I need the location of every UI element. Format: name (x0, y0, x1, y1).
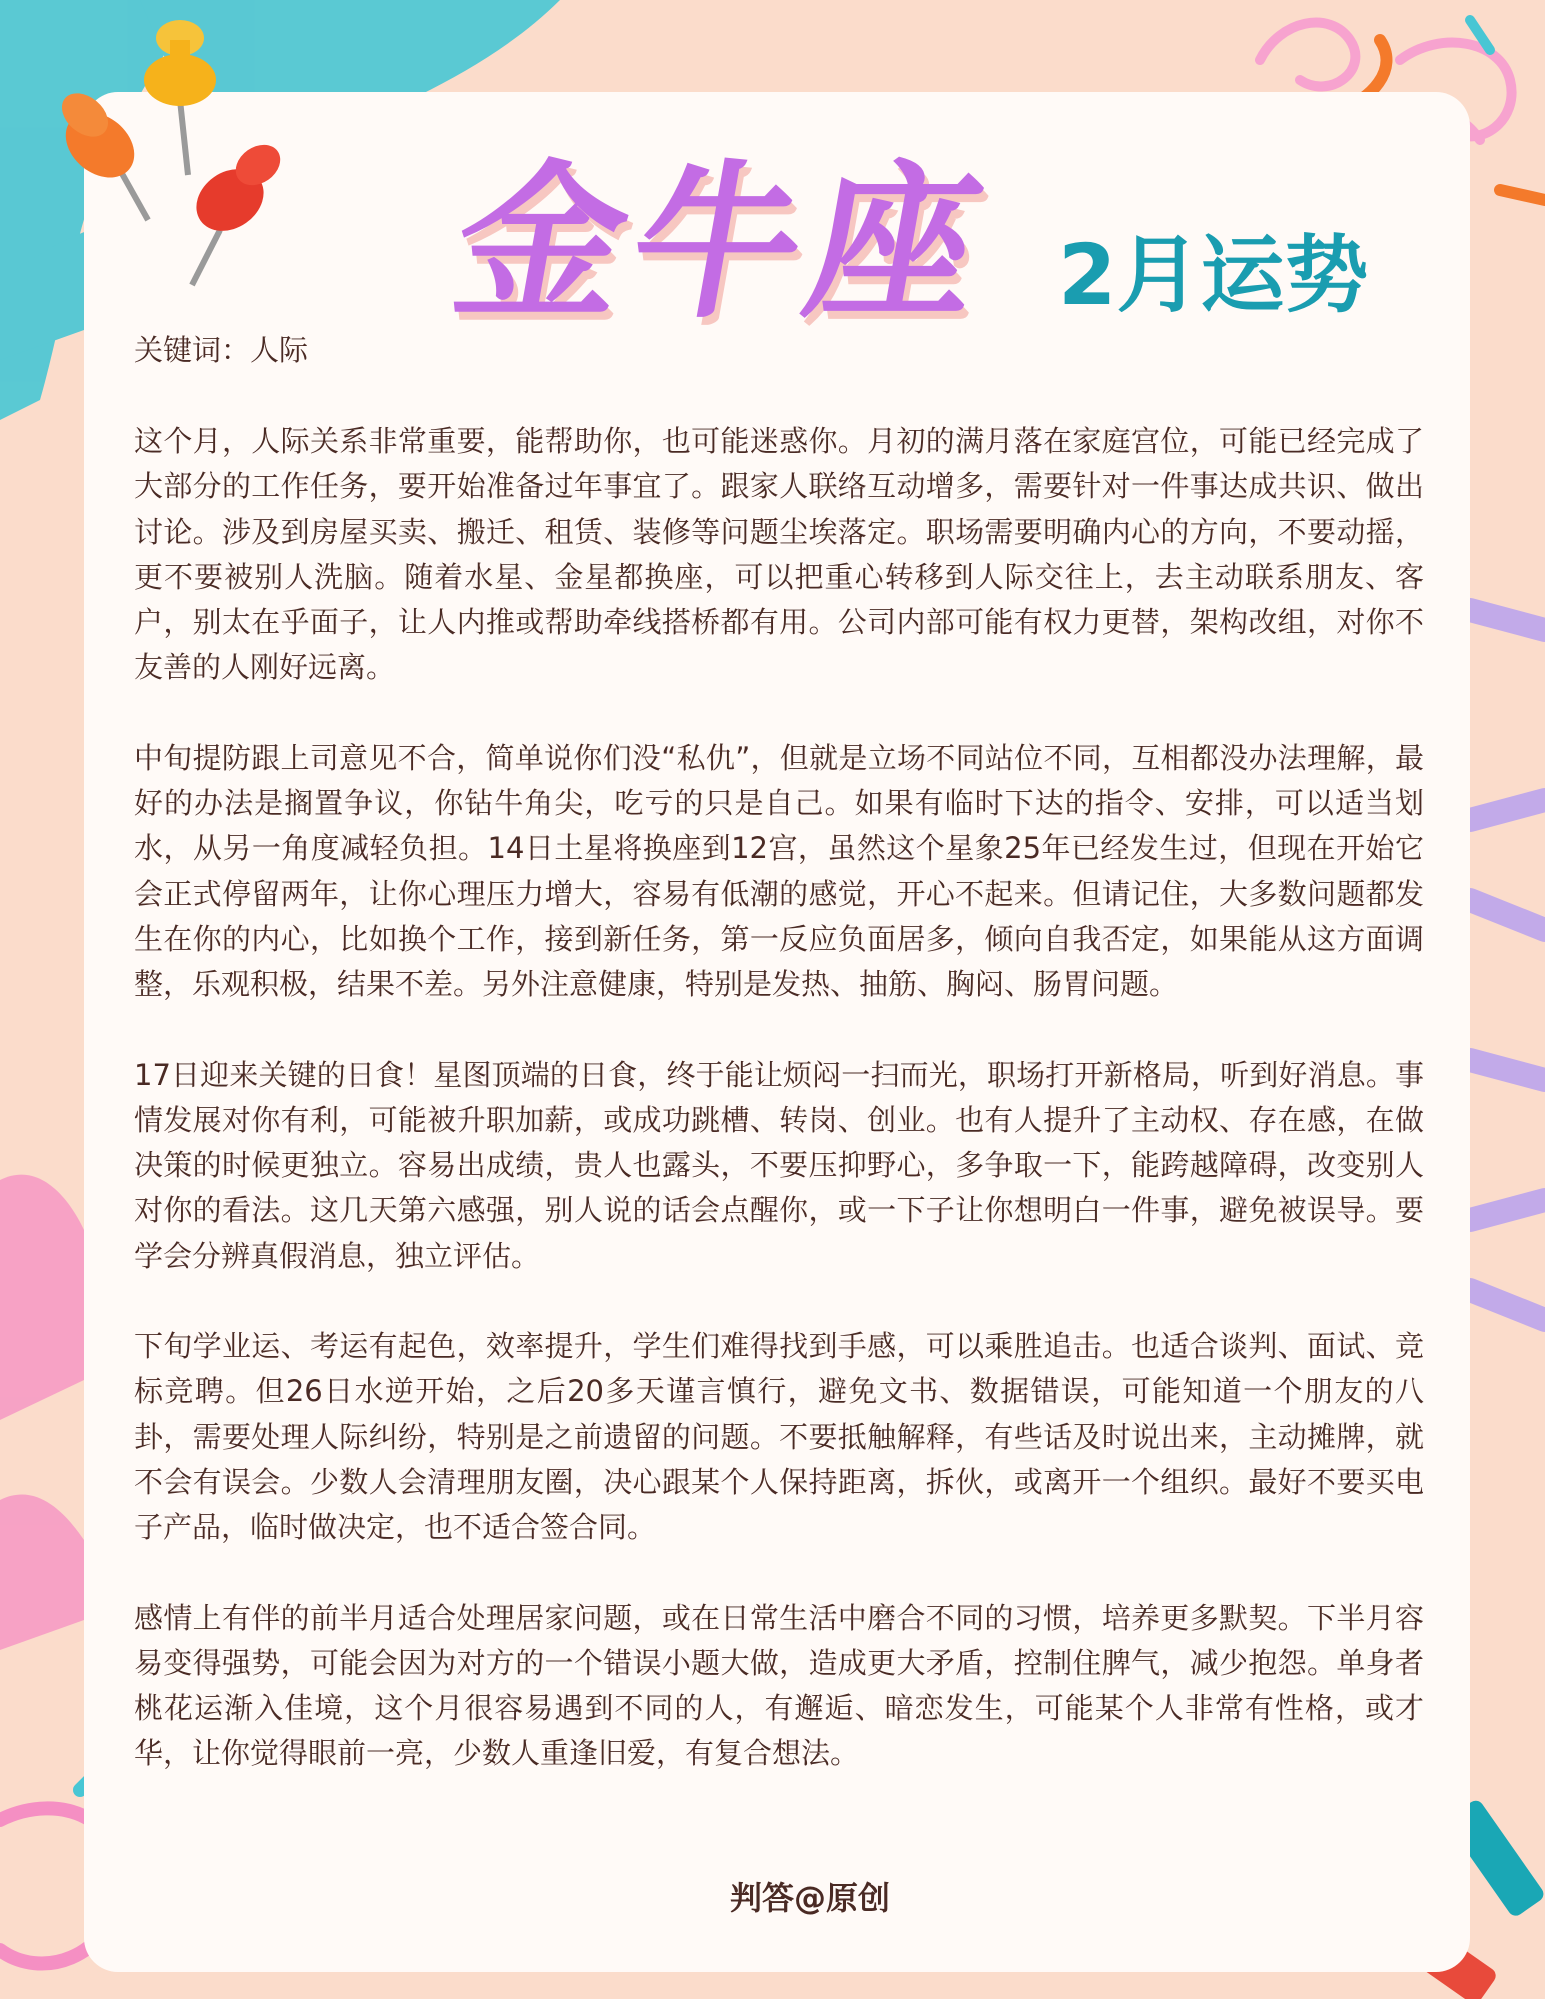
keyword-line: 关键词：人际 (134, 333, 309, 367)
author-signature: 判答@原创 (729, 1879, 890, 1917)
article-body (134, 419, 1424, 1822)
paragraph: 17日迎来关键的日食！星图顶端的日食，终于能让烦闷一扫而光，职场打开新格局，听到好消息。事情发展对你有利，可能被升职加薪，或成功跳槽、转岗、创业。也有人提升了主动权、存在感，在做决策的时候更独立。容易出成绩，贵人也露头，不要压抑野心，多争取一下，能跨越障碍，改变别人对你的看法。这几天第六感强，别人说的话会点醒你，或一下子让你想明白一件事，避免被误导。要学会分辨真假消息，独立评估。 (134, 1057, 1424, 1273)
page-subtitle: 2月运势 (1058, 226, 1369, 324)
pink-brush-left (0, 1175, 84, 1650)
lavender-streaks (1470, 610, 1545, 1320)
paragraph: 中旬提防跟上司意见不合，简单说你们没“私仇”，但就是立场不同站位不同，互相都没办法理解，最好的办法是搁置争议，你钻牛角尖，吃亏的只是自己。如果有临时下达的指令、安排，可以适当划水，从另一角度减轻负担。14日土星将换座到12宫，虽然这个星象25年已经发生过，但现在开始它会正式停留两年，让你心理压力增大，容易有低潮的感觉，开心不起来。但请记住，大多数问题都发生在你的内心，比如换个工作，接到新任务，第一反应负面居多，倾向自我否定，如果能从这方面调整，乐观积极，结果不差。另外注意健康，特别是发热、抽筋、胸闷、肠胃问题。 (134, 740, 1424, 1002)
paragraph: 这个月，人际关系非常重要，能帮助你，也可能迷惑你。月初的满月落在家庭宫位，可能已经完成了大部分的工作任务，要开始准备过年事宜了。跟家人联络互动增多，需要针对一件事达成共识、做出讨论。涉及到房屋买卖、搬迁、租赁、装修等问题尘埃落定。职场需要明确内心的方向，不要动摇，更不要被别人洗脑。随着水星、金星都换座，可以把重心转移到人际交往上，去主动联系朋友、客户，别太在乎面子，让人内推或帮助牵线搭桥都有用。公司内部可能有权力更替，架构改组，对你不友善的人刚好远离。 (134, 424, 1424, 685)
push-pin-red-icon (170, 130, 300, 290)
paragraph: 下旬学业运、考运有起色，效率提升，学生们难得找到手感，可以乘胜追击。也适合谈判、面试、竞标竞聘。但26日水逆开始，之后20多天谨言慎行，避免文书、数据错误，可能知道一个朋友的八卦，需要处理人际纠纷，特别是之前遗留的问题。不要抵触解释，有些话及时说出来，主动摊牌，就不会有误会。少数人会清理朋友圈，决心跟某个人保持距离，拆伙，或离开一个组织。最好不要买电子产品，临时做决定，也不适合签合同。 (134, 1329, 1424, 1545)
page-title: 金牛座 (440, 145, 1004, 341)
paragraph: 感情上有伴的前半月适合处理居家问题，或在日常生活中磨合不同的习惯，培养更多默契。下半月容易变得强势，可能会因为对方的一个错误小题大做，造成更大矛盾，控制住脾气，减少抱怨。单身者桃花运渐入佳境，这个月很容易遇到不同的人，有邂逅、暗恋发生，可能某个人非常有性格，或才华，让你觉得眼前一亮，少数人重逢旧爱，有复合想法。 (134, 1600, 1424, 1771)
